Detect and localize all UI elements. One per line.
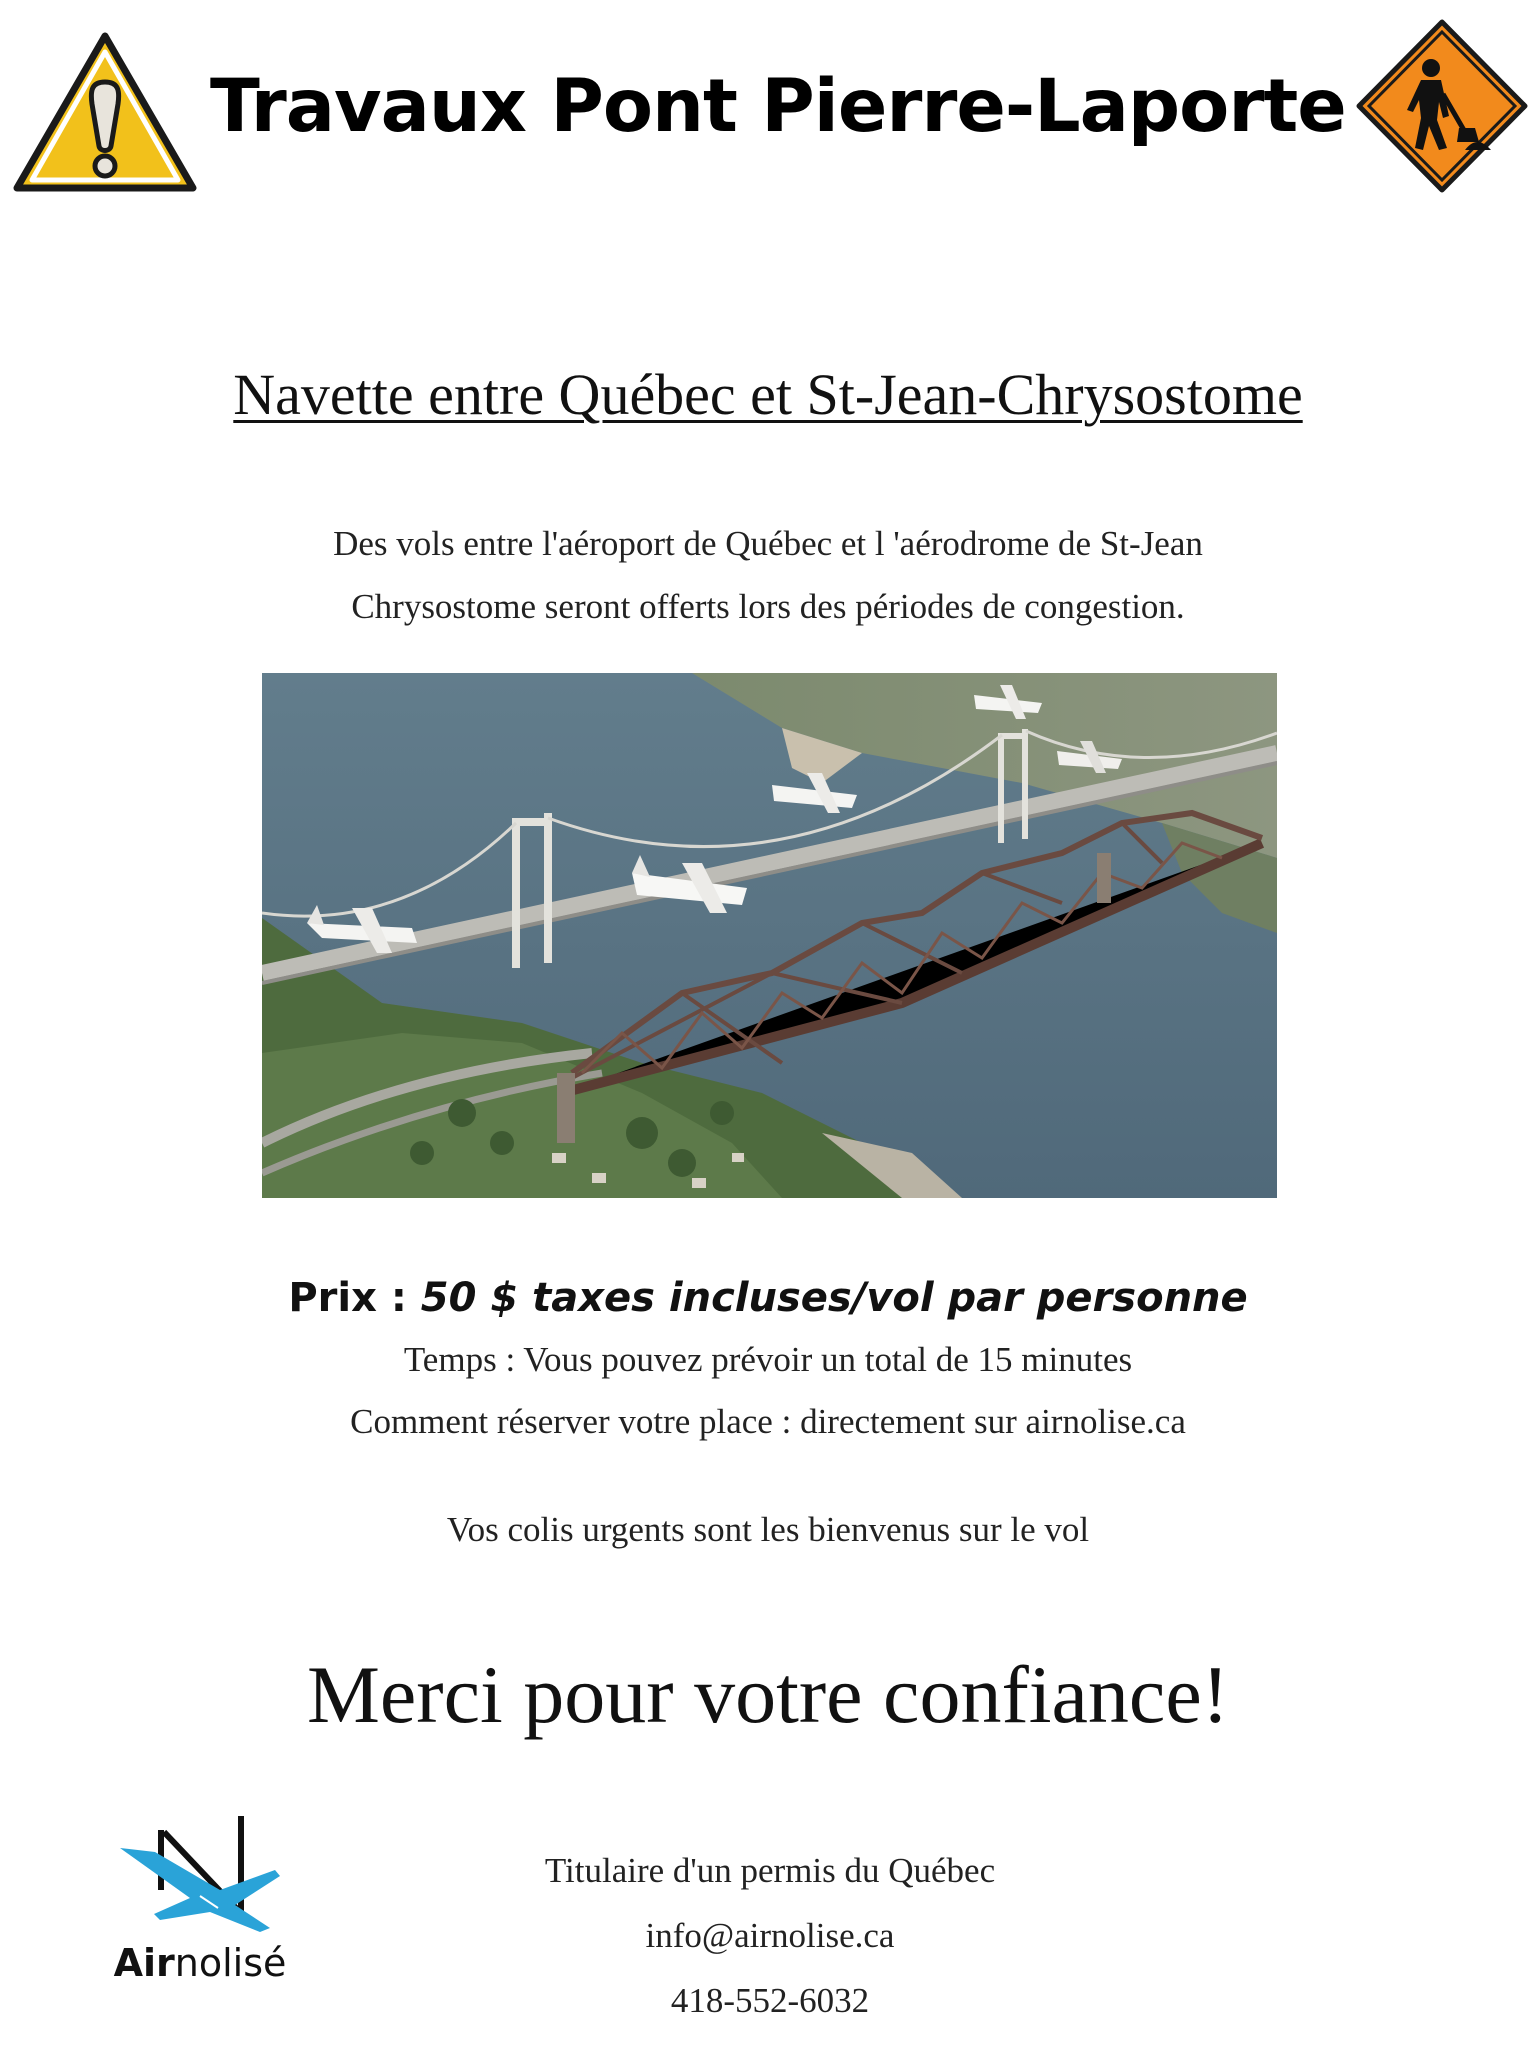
price-line [0, 1268, 1536, 1328]
warning-sign-icon [10, 28, 200, 198]
price-value: 50 $ taxes incluses/vol par personne [420, 1275, 1248, 1321]
page-title: Travaux Pont Pierre-Laporte [210, 64, 1346, 149]
intro-line-1: Des vols entre l'aéroport de Québec et l 'aérodrome de St-Jean [333, 524, 1203, 563]
subtitle [0, 355, 1536, 435]
road-work-sign-icon [1353, 16, 1531, 196]
price-label: Prix : [288, 1275, 421, 1321]
subtitle-text: Navette entre Québec et St-Jean-Chrysostome [233, 362, 1303, 427]
email-link[interactable]: info@airnolise.ca [645, 1916, 895, 1955]
intro-paragraph [0, 512, 1536, 638]
license-info: Titulaire d'un permis du Québec [544, 1851, 996, 1890]
thanks-message: Merci pour votre confiance! [306, 1649, 1230, 1740]
time-info: Temps : Vous pouvez prévoir un total de 15 minutes [403, 1340, 1133, 1379]
logo-text-rest: nolisé [174, 1941, 287, 1985]
bridge-aerial-photo [262, 673, 1277, 1198]
airnolise-logo-text [100, 1938, 300, 1988]
phone-number[interactable]: 418-552-6032 [670, 1981, 870, 2020]
logo-text-bold: Air [113, 1941, 175, 1985]
parcels-info: Vos colis urgents sont les bienvenus sur le vol [446, 1510, 1090, 1549]
booking-info: Comment réserver votre place : directement sur airnolise.ca [350, 1402, 1186, 1441]
intro-line-2: Chrysostome seront offerts lors des périodes de congestion. [351, 587, 1185, 626]
